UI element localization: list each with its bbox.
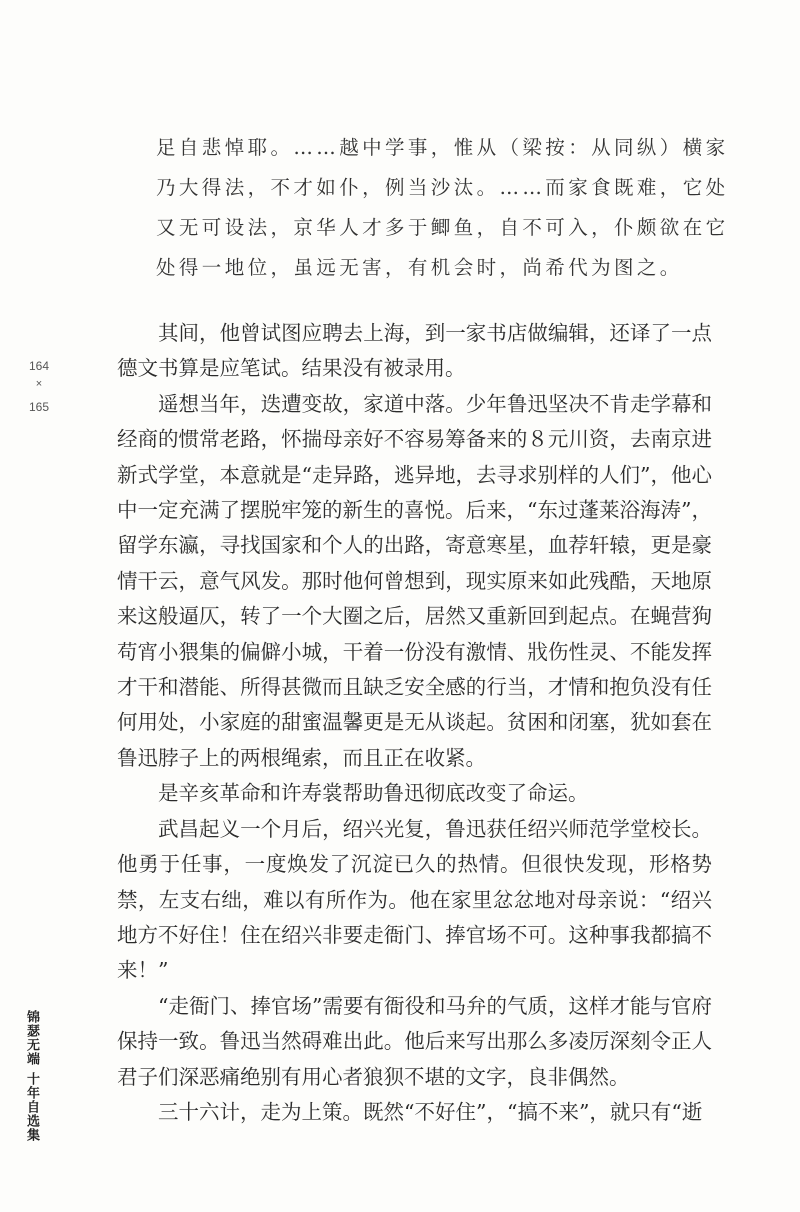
paragraph: “走衙门、捧官场”需要有衙役和马弁的气质，这样才能与官府保持一致。鲁迅当然碍难出此。他后来写出那么多凌厉深刻令正人君子们深恶痛绝别有用心者狼狈不堪的文字，良非偶然。 (117, 993, 712, 1089)
quote-line: 处得一地位，虽远无害，有机会时，尚希代为图之。 (156, 256, 683, 279)
quote-line: 足自悲悼耶。……越中学事，惟从（梁按：从同纵）横家 (156, 136, 729, 159)
series-title: 十年自选集 (24, 1072, 39, 1142)
body-text (117, 316, 712, 1130)
page-number-right: 165 (28, 400, 50, 414)
paragraph: 是辛亥革命和许寿裳帮助鲁迅彻底改变了命运。 (158, 781, 589, 806)
paragraph: 遥想当年，迭遭变故，家道中落。少年鲁迅坚决不肯走学幕和经商的惯常老路，怀揣母亲好不容易筹备来的８元川资，去南京进新式学堂，本意就是“走异路，逃异地，去寻求别样的人们”，他心中一定充满了摆脱牢笼的新生的喜悦。后来，“东过蓬莱浴海涛”，留学东瀛，寻找国家和个人的出路，寄意寒星，血荐轩辕，更是豪情干云，意气风发。那时他何曾想到，现实原来如此残酷，天地原来这般逼仄，转了一个大圈之后，居然又重新回到起点。在蝇营狗苟宵小猥集的偏僻小城，干着一份没有激情、戕伤性灵、不能发挥才干和潜能、所得甚微而且缺乏安全感的行当，才情和抱负没有任何用处，小家庭的甜蜜温馨更是无从谈起。贫困和闭塞，犹如套在鲁迅脖子上的两根绳索，而且正在收紧。 (117, 391, 712, 770)
quote-line: 又无可设法，京华人才多于鲫鱼，自不可入，仆颇欲在它 (156, 216, 729, 239)
paragraph: 三十六计，走为上策。既然“不好住”，“搞不来”，就只有“逝 (158, 1099, 703, 1124)
paragraph: 武昌起义一个月后，绍兴光复，鲁迅获任绍兴师范学堂校长。他勇于任事，一度焕发了沉淀已久的热情。但很快发现，形格势禁，左支右绌，难以有所作为。他在家里忿忿地对母亲说：“绍兴地方不好住！住在绍兴非要走衙门、捧官场不可。这种事我都搞不来！” (117, 816, 712, 983)
book-title: 锦瑟无端 (24, 1010, 39, 1066)
page-number-separator: × (35, 378, 43, 390)
paragraph: 其间，他曾试图应聘去上海，到一家书店做编辑，还译了一点德文书算是应笔试。结果没有被录用。 (117, 321, 712, 381)
quote-line: 乃大得法，不才如仆，例当沙汰。……而家食既难，它处 (156, 176, 729, 199)
page-number-left: 164 (28, 359, 50, 373)
block-quote (156, 128, 729, 288)
